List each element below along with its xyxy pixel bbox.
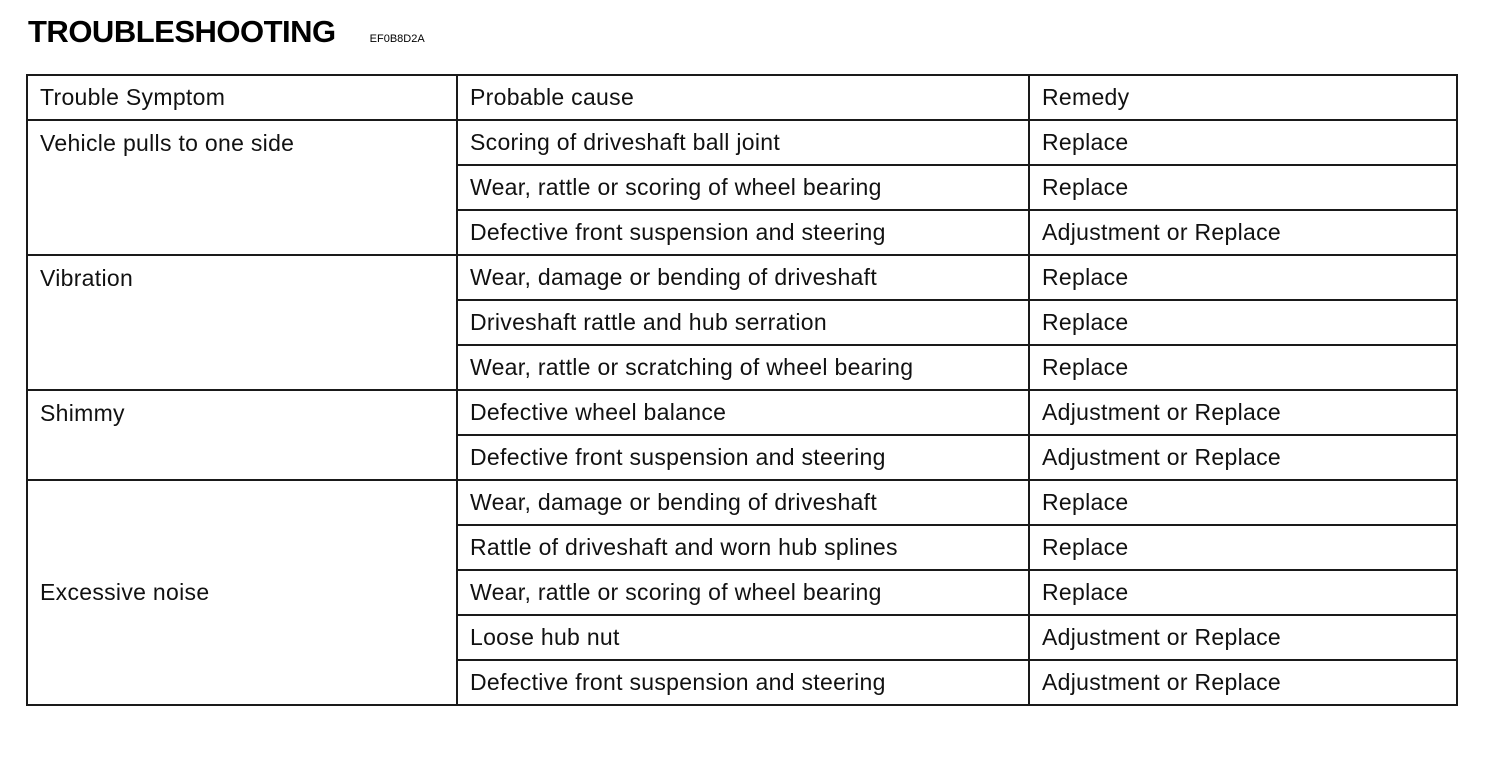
- table-row: [27, 390, 1457, 435]
- symptom-cell: Vehicle pulls to one side: [27, 120, 457, 255]
- table-row: [27, 480, 1457, 525]
- remedy-cell: Adjustment or Replace: [1029, 390, 1457, 435]
- cause-cell: Scoring of driveshaft ball joint: [457, 120, 1029, 165]
- symptom-cell: Excessive noise: [27, 480, 457, 705]
- cause-cell: Defective front suspension and steering: [457, 210, 1029, 255]
- remedy-cell: Replace: [1029, 255, 1457, 300]
- column-header-remedy: Remedy: [1029, 75, 1457, 120]
- cause-cell: Defective front suspension and steering: [457, 435, 1029, 480]
- remedy-cell: Adjustment or Replace: [1029, 210, 1457, 255]
- remedy-cell: Replace: [1029, 570, 1457, 615]
- symptom-cell: Shimmy: [27, 390, 457, 480]
- troubleshooting-table: [26, 74, 1458, 706]
- cause-cell: Defective wheel balance: [457, 390, 1029, 435]
- table-header-row: [27, 75, 1457, 120]
- remedy-cell: Replace: [1029, 165, 1457, 210]
- remedy-cell: Replace: [1029, 120, 1457, 165]
- cause-cell: Wear, rattle or scoring of wheel bearing: [457, 165, 1029, 210]
- cause-cell: Defective front suspension and steering: [457, 660, 1029, 705]
- cause-cell: Rattle of driveshaft and worn hub splines: [457, 525, 1029, 570]
- remedy-cell: Adjustment or Replace: [1029, 615, 1457, 660]
- table-row: [27, 255, 1457, 300]
- cause-cell: Wear, rattle or scratching of wheel bearing: [457, 345, 1029, 390]
- remedy-cell: Replace: [1029, 300, 1457, 345]
- remedy-cell: Replace: [1029, 525, 1457, 570]
- remedy-cell: Adjustment or Replace: [1029, 660, 1457, 705]
- cause-cell: Loose hub nut: [457, 615, 1029, 660]
- table-row: [27, 120, 1457, 165]
- cause-cell: Driveshaft rattle and hub serration: [457, 300, 1029, 345]
- document-code: EF0B8D2A: [369, 33, 425, 45]
- cause-cell: Wear, rattle or scoring of wheel bearing: [457, 570, 1029, 615]
- column-header-cause: Probable cause: [457, 75, 1029, 120]
- remedy-cell: Replace: [1029, 345, 1457, 390]
- cause-cell: Wear, damage or bending of driveshaft: [457, 480, 1029, 525]
- page-title: TROUBLESHOOTING: [28, 14, 336, 49]
- column-header-symptom: Trouble Symptom: [27, 75, 457, 120]
- symptom-cell: Vibration: [27, 255, 457, 390]
- page-header: [28, 14, 425, 50]
- remedy-cell: Adjustment or Replace: [1029, 435, 1457, 480]
- remedy-cell: Replace: [1029, 480, 1457, 525]
- cause-cell: Wear, damage or bending of driveshaft: [457, 255, 1029, 300]
